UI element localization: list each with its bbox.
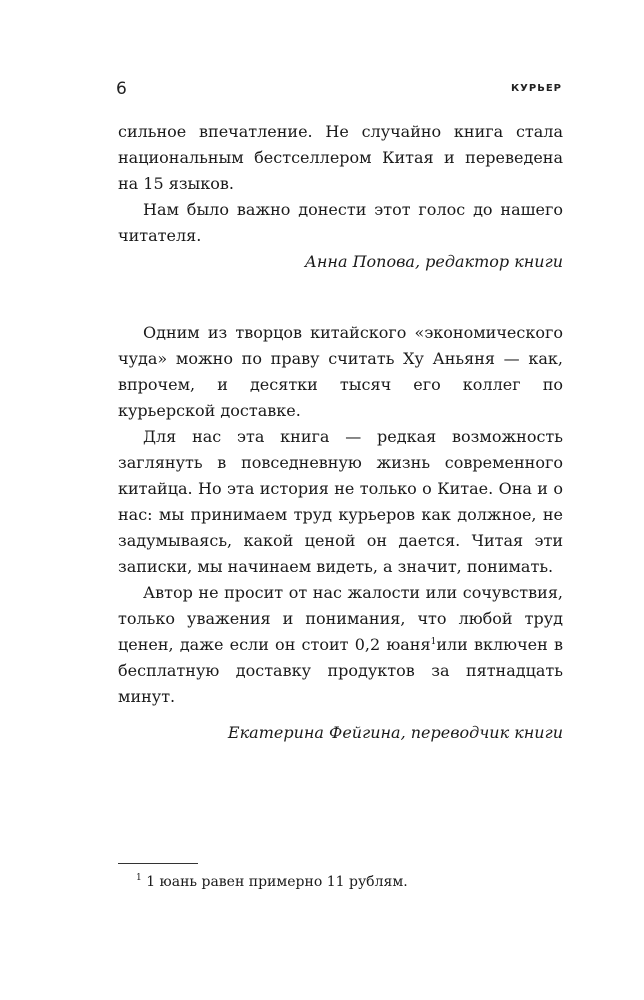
page-number: 6 [116,79,127,99]
paragraph: сильное впечатление. Не случайно книга стала национальным бестселлером Китая и переведена на 15 языков. [118,122,563,193]
paragraph: Нам было важно донести этот голос до нашего читателя. [118,200,563,245]
editor-note [118,119,563,275]
footnote [136,872,408,892]
translator-note [118,320,563,746]
paragraph [118,580,563,710]
footnote-divider [118,863,198,864]
footnote-reference: 1 [430,637,437,647]
paragraph: Для нас эта книга — редкая возможность заглянуть в повседневную жизнь современного китайца. Но эта история не только о Китае. Она и о нас: мы принимаем труд курьеров как должное, не задумываясь, какой ценой он дается. Читая эти записки, мы начинаем видеть, а значит, понимать. [118,427,563,576]
paragraph-text: Автор не просит от нас жалости или сочувствия, только уважения и понимания, что любой труд ценен, даже если он стоит 0,2 юаня [118,583,563,654]
translator-signature: Екатерина Фейгина, переводчик книги [227,723,563,742]
editor-signature: Анна Попова, редактор книги [304,252,563,271]
paragraph-text: или включен в бесплатную доставку продуктов за пятнадцать минут. [118,635,564,706]
paragraph: Одним из творцов китайского «экономического чуда» можно по праву считать Ху Аньяня — как, впрочем, и десятки тысяч его коллег по курьерской доставке. [118,323,563,420]
footnote-text: 1 юань равен примерно 11 рублям. [146,874,408,890]
footnote-mark: 1 [136,873,142,883]
running-head: КУРЬЕР [511,83,562,94]
